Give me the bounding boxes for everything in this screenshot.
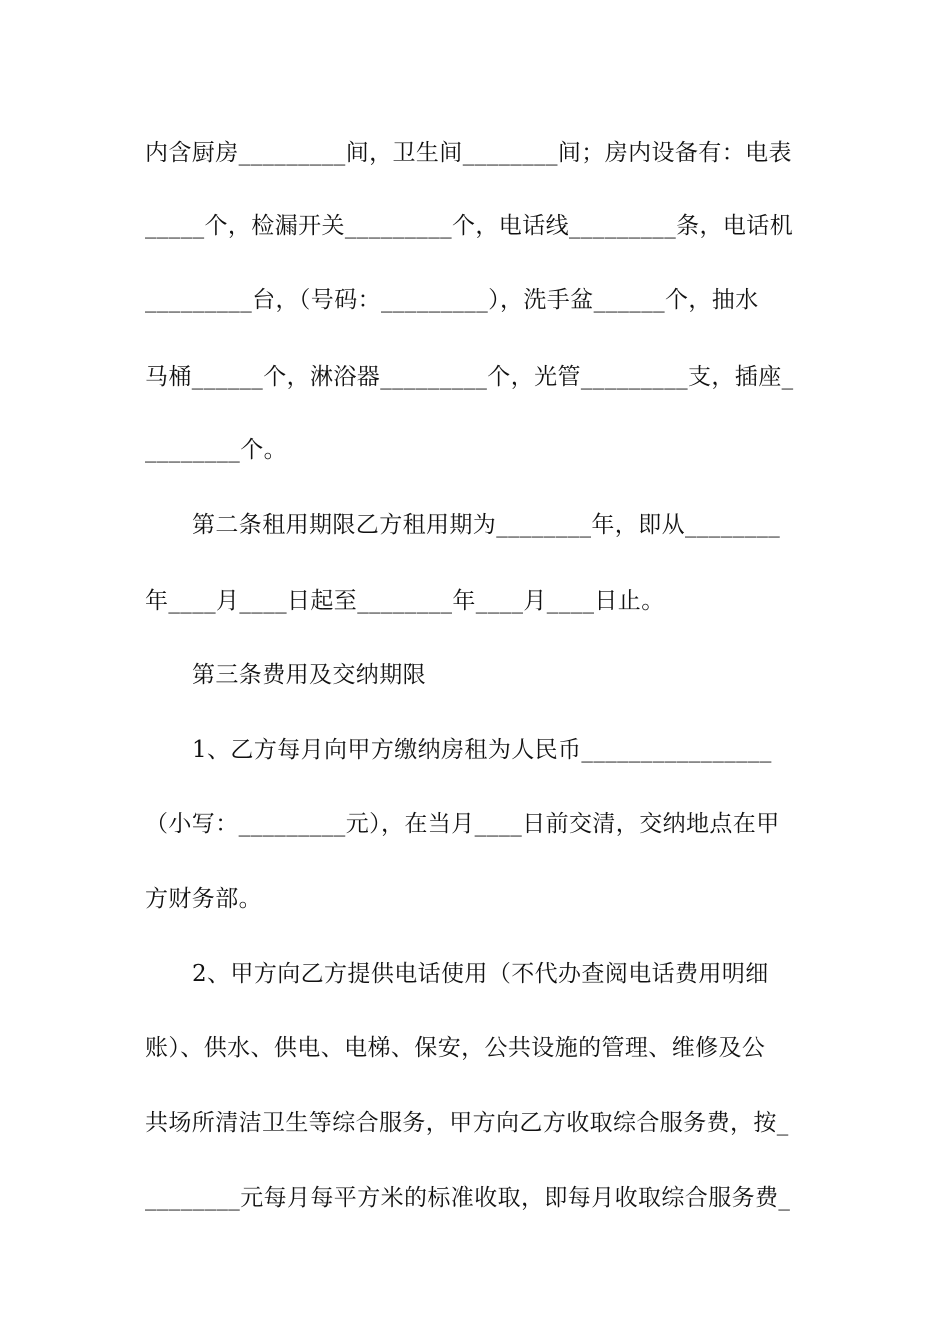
text-line: 方财务部。 (145, 886, 262, 912)
article-three-heading: 第三条费用及交纳期限 (192, 662, 426, 688)
text-line: ________元每月每平方米的标准收取，即每月收取综合服务费_ (145, 1185, 791, 1211)
text-line: _____个，检漏开关_________个，电话线_________条，电话机 (145, 213, 794, 239)
text-line: 账）、供水、供电、电梯、保安，公共设施的管理、维修及公 (145, 1035, 766, 1061)
article-two-heading: 第二条租用期限乙方租用期为________年，即从________ (192, 512, 781, 538)
text-line: 共场所清洁卫生等综合服务，甲方向乙方收取综合服务费，按_ (145, 1110, 789, 1136)
text-line: _________台，（号码：_________），洗手盆______个，抽水 (145, 287, 759, 313)
text-line: 内含厨房_________间，卫生间________间；房内设备有：电表 (145, 140, 792, 166)
clause-one: 1、乙方每月向甲方缴纳房租为人民币________________ (192, 737, 772, 763)
text-line: ________个。 (145, 437, 287, 463)
text-line: 马桶______个，淋浴器_________个，光管_________支，插座_ (145, 364, 794, 390)
text-line: （小写：_________元），在当月____日前交清，交纳地点在甲 (145, 811, 780, 837)
clause-two: 2、甲方向乙方提供电话使用（不代办查阅电话费用明细 (192, 961, 769, 987)
text-line: 年____月____日起至________年____月____日止。 (145, 588, 665, 614)
